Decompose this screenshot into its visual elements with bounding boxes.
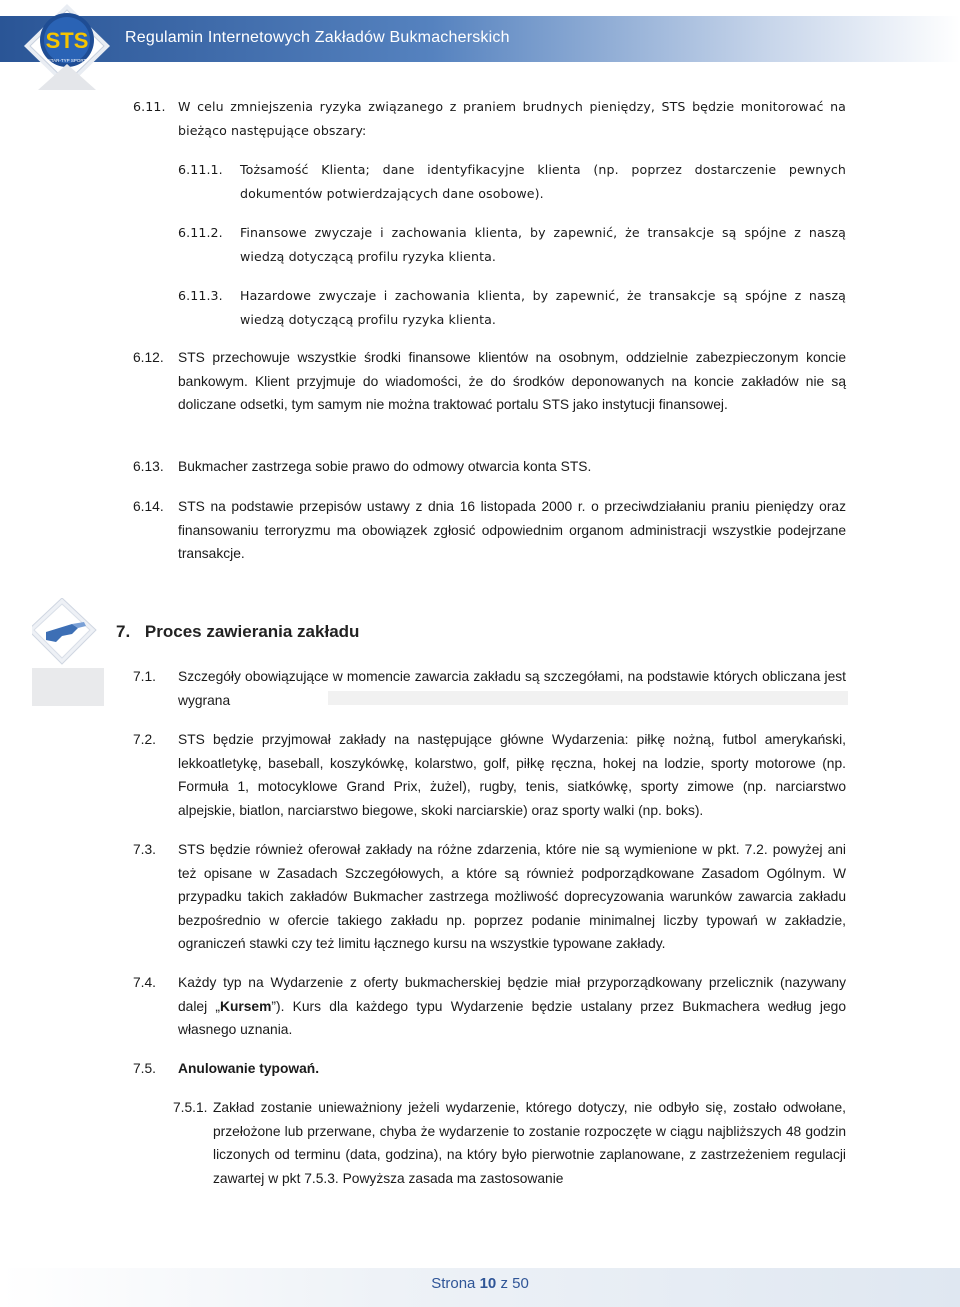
obscured-text-strip bbox=[328, 691, 848, 705]
section-text: Zakład zostanie unieważniony jeżeli wydarzenie, którego dotyczy, nie odbyło się, zostało odwołane, przełożone lub przerwane, chyba że wydarzenie to zostanie rozpoczęte w ciągu najbliższych 48 godzin liczonych od terminu (data, godzina), na który było pierwotnie zaplanowane, z zastrzeżeniem regulacji zawartej w pkt 7.5.3. Powyższa zasada ma zastosowanie bbox=[213, 1100, 846, 1186]
section-number: 6.13. bbox=[133, 459, 164, 474]
section-text: STS przechowuje wszystkie środki finansowe klientów na osobnym, oddzielnie zabezpieczonym koncie bankowym. Klient przyjmuje do wiadomości, że do środków deponowanych na koncie zakładów nie są doliczane odsetki, tym samym nie można traktować portalu STS jako instytucji finansowej. bbox=[178, 350, 846, 412]
section-number: 7.5.1. bbox=[173, 1100, 208, 1115]
section-number: 6.11. bbox=[133, 99, 166, 114]
section-text: W celu zmniejszenia ryzyka związanego z praniem brudnych pieniędzy, STS będzie monitorować na bieżąco następujące obszary: bbox=[178, 99, 846, 138]
section-text-part: Każdy typ na Wydarzenie z oferty bukmacherskiej będzie miał przyporządkowany przelicznik (nazywany dalej „ bbox=[178, 975, 846, 1014]
section-text: Bukmacher zastrzega sobie prawo do odmowy otwarcia konta STS. bbox=[178, 459, 592, 474]
sts-logo bbox=[18, 0, 116, 98]
section-text: Tożsamość Klienta; dane identyfikacyjne klienta (np. poprzez dostarczenie pewnych dokumentów potwierdzających dane osobowe). bbox=[240, 162, 846, 201]
section-number: 7.2. bbox=[133, 732, 157, 747]
hand-pointer-icon bbox=[32, 598, 104, 708]
page-footer bbox=[0, 1275, 960, 1292]
section-number: 7.1. bbox=[133, 669, 157, 684]
svg-text:STS: STS bbox=[45, 28, 89, 53]
section-text: STS będzie również oferował zakłady na różne zdarzenia, które nie są wymienione w pkt. 7.2. powyżej ani też opisane w Zasadach Szczegółowych, a które są również podporządkowane Zasadom Ogólnym. W przypadku takich zakładów Bukmacher zastrzega możliwość doprecyzowania warunków zawarcia zakładu bezpośrednio w ofercie takiego zakładu np. poprzez podanie minimalnej liczby typowań w zakładzie, ograniczeń stawki czy też limitu łącznego kursu na wszystkie typowane zakłady. bbox=[178, 842, 846, 951]
section-text-part: ”). Kurs dla każdego typu Wydarzenie będzie ustalany przez Bukmachera według jego własnego uznania. bbox=[178, 998, 846, 1037]
section-text: Hazardowe zwyczaje i zachowania klienta, by zapewnić, że transakcje są spójne z naszą wiedzą dotyczącą profilu ryzyka klienta. bbox=[240, 288, 846, 327]
footer-separator: z bbox=[500, 1275, 508, 1292]
page-header bbox=[0, 0, 960, 78]
section-number: 6.14. bbox=[133, 499, 164, 514]
chapter-number: 7. bbox=[116, 622, 131, 641]
total-pages: 50 bbox=[512, 1275, 529, 1292]
section-text: Finansowe zwyczaje i zachowania klienta, by zapewnić, że transakcje są spójne z naszą wiedzą dotyczącą profilu ryzyka klienta. bbox=[240, 225, 846, 264]
chapter-title: Proces zawierania zakładu bbox=[144, 622, 360, 641]
section-text bbox=[178, 971, 846, 1042]
section-number: 7.5. bbox=[133, 1061, 157, 1076]
chapter-heading bbox=[116, 622, 359, 642]
section-number: 6.11.3. bbox=[178, 288, 223, 303]
section-number: 6.11.1. bbox=[178, 162, 223, 177]
section-heading: Anulowanie typowań. bbox=[178, 1061, 320, 1076]
section-text: STS będzie przyjmował zakłady na następujące główne Wydarzenia: piłkę nożną, futbol amerykański, lekkoatletykę, baseball, koszykówkę, kolarstwo, golf, piłkę ręczna, hokej na lodzie, sporty motorowe (np. Formuła 1, motocyklowe Grand Prix, żużel), rugby, tenis, siatkówkę, sporty zimowe (np. narciarstwo alpejskie, biatlon, narciarstwo biegowe, skoki narciarskie) oraz sporty walki (np. boks). bbox=[178, 732, 846, 818]
section-number: 6.12. bbox=[133, 350, 164, 365]
section-text: STS na podstawie przepisów ustawy z dnia 16 listopada 2000 r. o przeciwdziałaniu praniu pieniędzy oraz finansowaniu terroryzmu ma obowiązek zgłosić odpowiednim organom administracji wszystkie podejrzane transakcje. bbox=[178, 499, 846, 561]
section-text: Szczegóły obowiązujące w momencie zawarcia zakładu są szczegółami, na podstawie których obliczana jest wygrana bbox=[178, 669, 846, 708]
document-title: Regulamin Internetowych Zakładów Bukmacherskich bbox=[125, 29, 510, 46]
svg-text:STAR-TYP SPORT: STAR-TYP SPORT bbox=[47, 58, 87, 63]
footer-label: Strona bbox=[431, 1275, 476, 1292]
section-number: 6.11.2. bbox=[178, 225, 223, 240]
current-page-number: 10 bbox=[479, 1275, 497, 1292]
defined-term: Kursem bbox=[220, 998, 272, 1014]
section-number: 7.3. bbox=[133, 842, 157, 857]
section-number: 7.4. bbox=[133, 975, 157, 990]
